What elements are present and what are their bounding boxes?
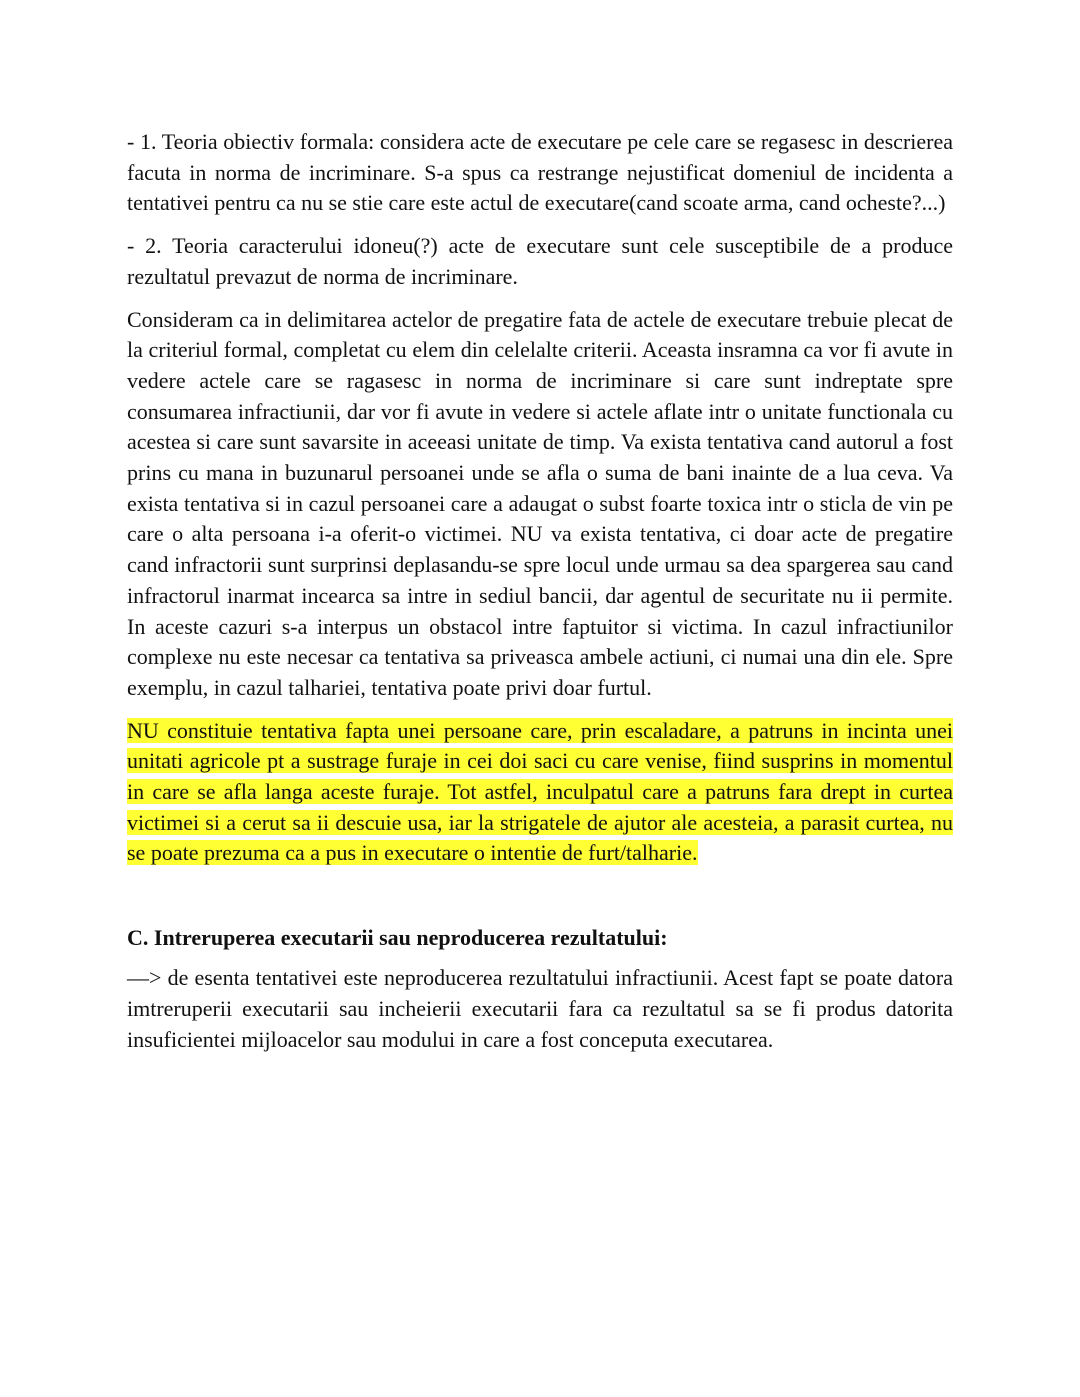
document-page (127, 127, 953, 1055)
highlighted-paragraph (127, 716, 953, 870)
paragraph-theory-idoneu: - 2. Teoria caracterului idoneu(?) acte de executare sunt cele susceptibile de a produce rezultatul prevazut de norma de incriminare. (127, 233, 953, 289)
paragraph-essence: —> de esenta tentativei este neproducerea rezultatului infractiunii. Acest fapt se poate datora imtreruperii executarii sau incheierii executarii fara ca rezultatul sa se fi produs datorita insuficientei mijloacelor sau modului in care a fost conceputa executarea. (127, 965, 953, 1052)
section-heading: C. Intreruperea executarii sau neproducerea rezultatului: (127, 925, 668, 951)
paragraph-delimitation: Consideram ca in delimitarea actelor de pregatire fata de actele de executare trebuie plecat de la criteriul formal, completat cu elem din celelalte criterii. Aceasta insramna ca vor fi avute in vedere actele care se ragasesc in norma de incriminare si care sunt indreptate spre consumarea infractiunii, dar vor fi avute in vedere si actele aflate intr o unitate functionala cu acestea si care sunt savarsite in aceeasi unitate de timp. Va exista tentativa cand autorul a fost prins cu mana in buzunarul persoanei unde se afla o suma de bani inainte de a lua ceva. Va exista tentativa si in cazul persoanei care a adaugat o subst foarte toxica intr o sticla de vin pe care o alta persoana i-a oferit-o victimei. NU va exista tentativa, ci doar acte de pregatire cand infractorii sunt surprinsi deplasandu-se spre locul unde urmau sa dea spargerea sau cand infractorul inarmat incearca sa intre in sediul bancii, dar agentul de securitate nu ii permite. In aceste cazuri s-a interpus un obstacol intre faptuitor si victima. In cazul infractiunilor complexe nu este necesar ca tentativa sa priveasca ambele actiuni, ci numai una din ele. Spre exemplu, in cazul talhariei, tentativa poate privi doar furtul. (127, 306, 953, 700)
paragraph-theory-formal: - 1. Teoria obiectiv formala: considera acte de executare pe cele care se regasesc in descrierea facuta in norma de incriminare. S-a spus ca restrange nejustificat domeniul de incidenta a tentativei pentru ca nu se stie care este actul de executare(cand scoate arma, cand ocheste?...) (127, 129, 953, 216)
highlighted-text: NU constituie tentativa fapta unei persoane care, prin escaladare, a patruns in incinta unei unitati agricole pt a sustrage furaje in cei doi saci cu care venise, fiind susprins in momentul in care se afla langa aceste furaje. Tot astfel, inculpatul care a patruns fara drept in curtea victimei si a cerut sa ii descuie usa, iar la strigatele de ajutor ale acesteia, a parasit curtea, nu se poate prezuma ca a pus in executare o intentie de furt/talharie. (127, 717, 953, 866)
